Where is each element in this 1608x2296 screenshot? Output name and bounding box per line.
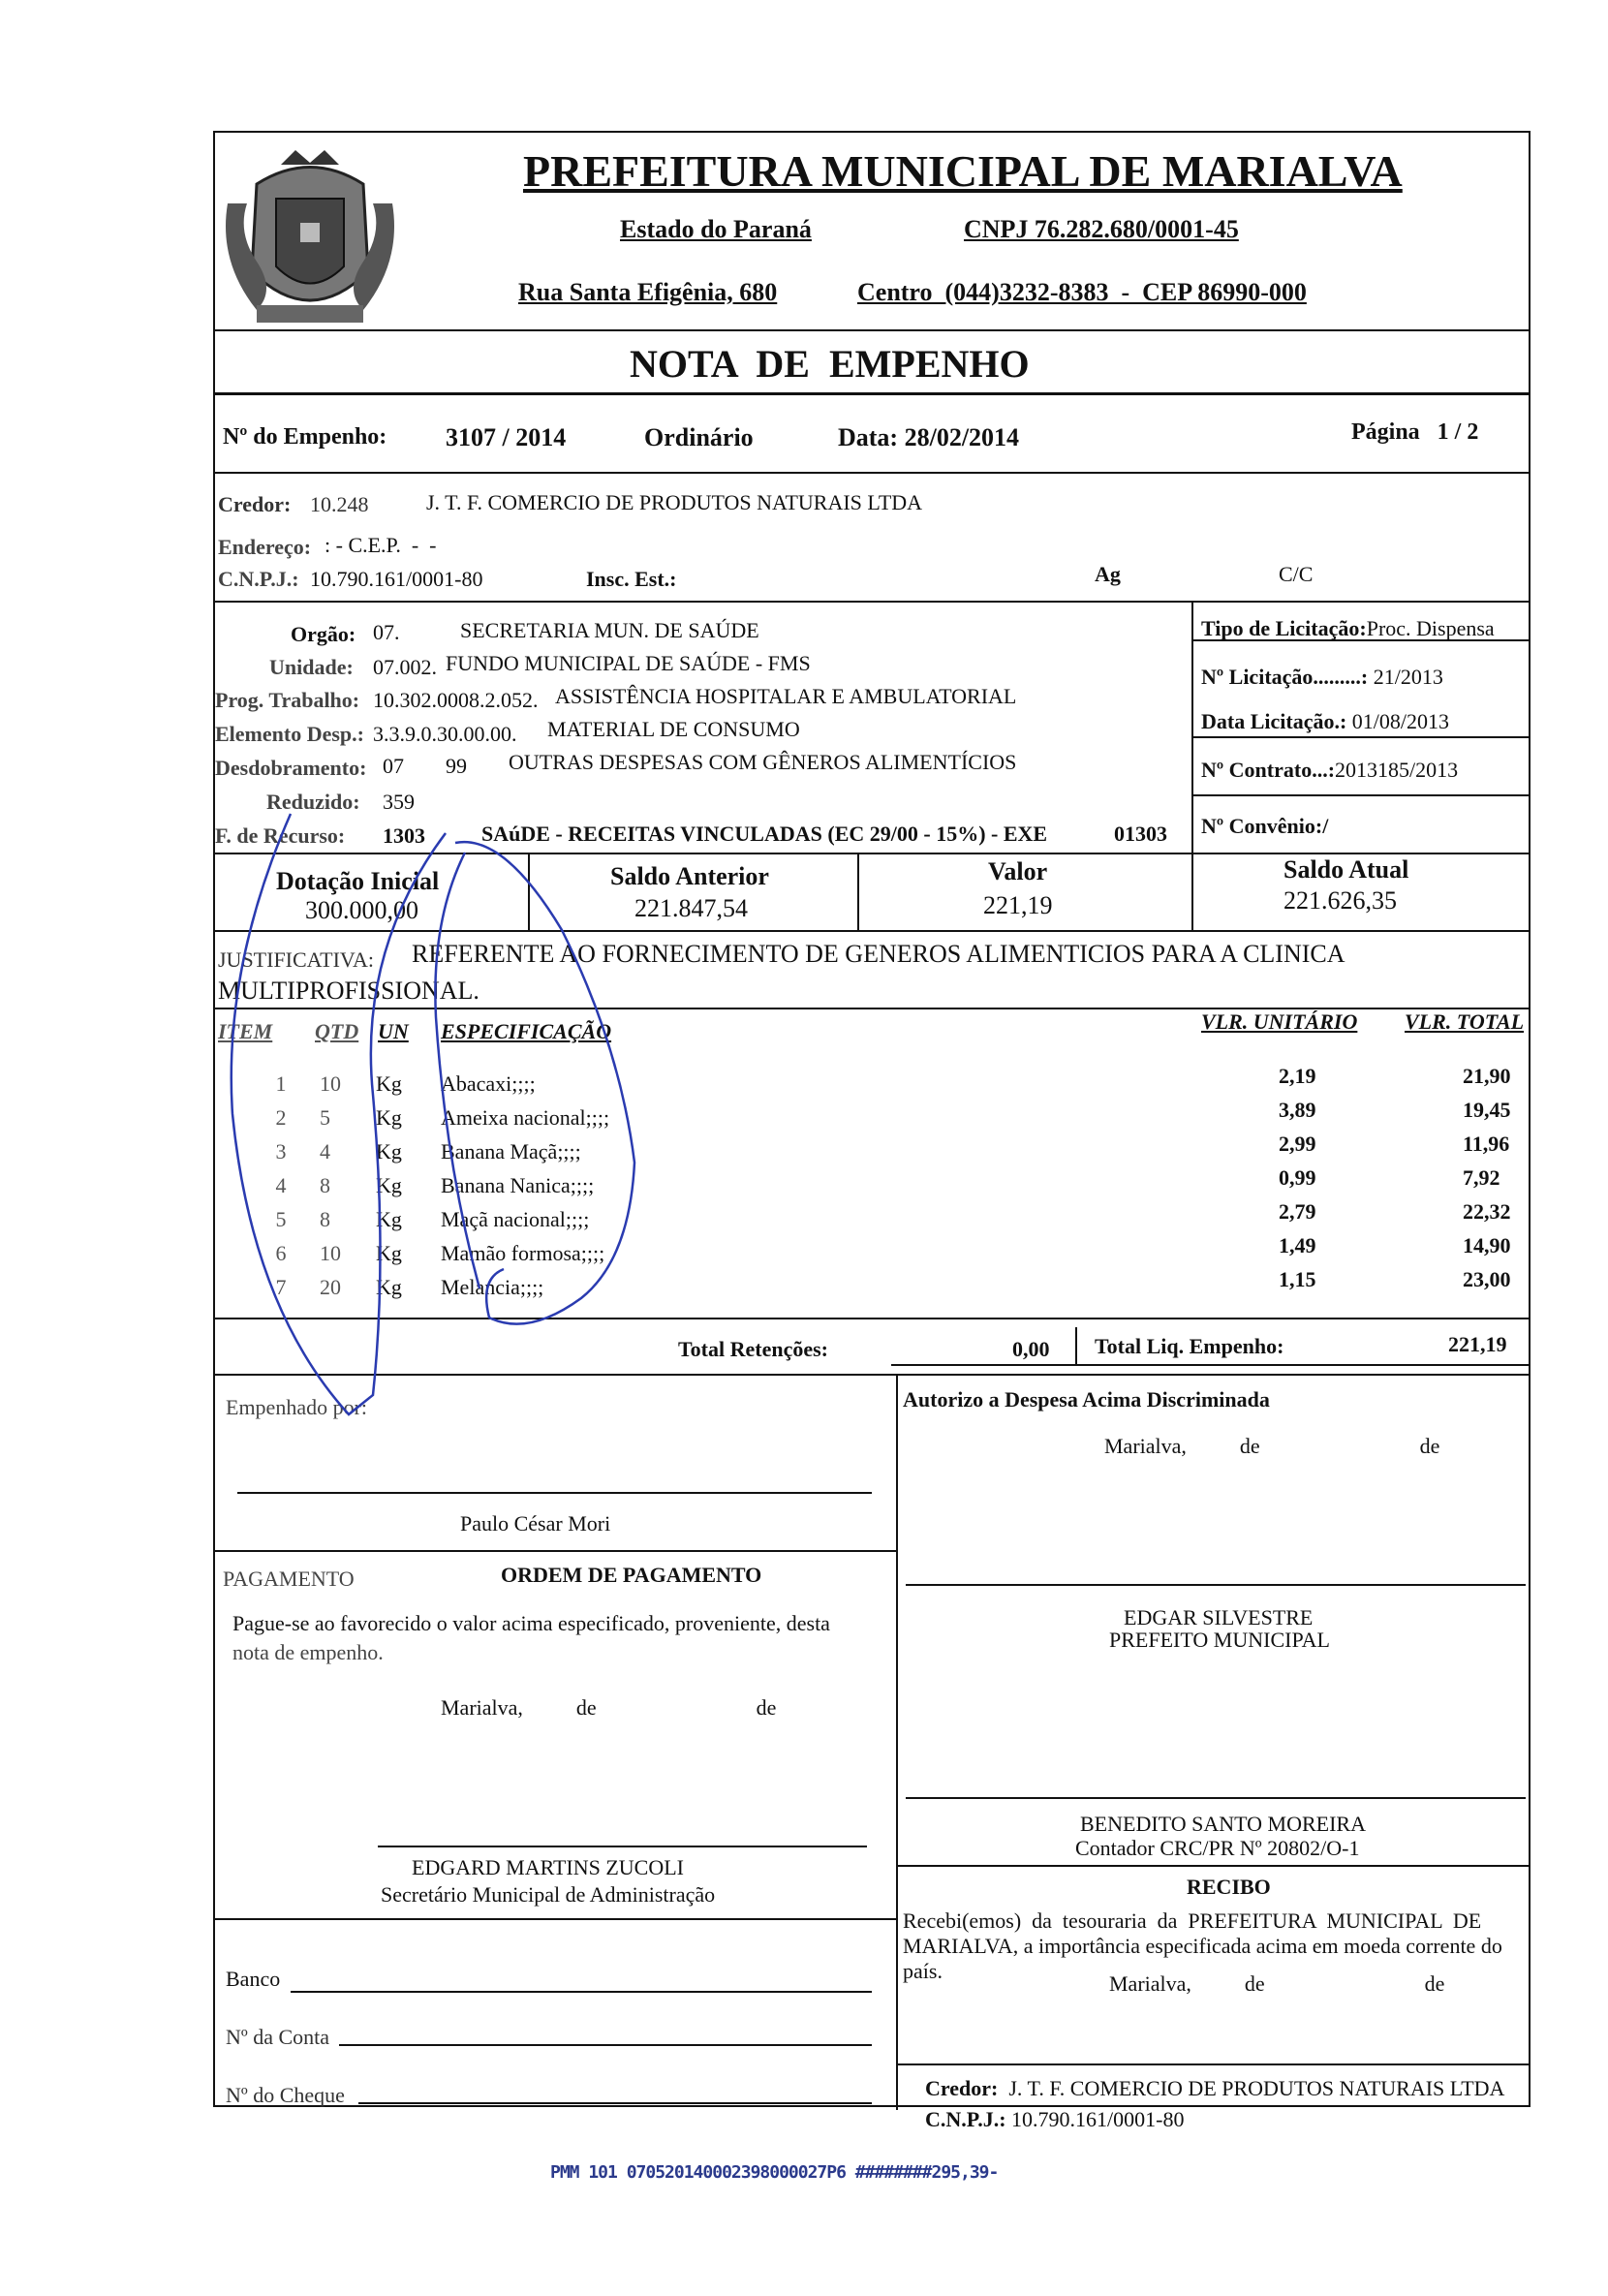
endereco-value: : - C.E.P. - - [325,533,437,557]
unidade-name: FUNDO MUNICIPAL DE SAÚDE - FMS [446,651,811,675]
dotacao-label: Dotação Inicial [276,867,440,895]
item-unit-price: 2,99 [1279,1132,1316,1156]
doc-title: NOTA DE EMPENHO [630,342,1030,386]
item-spec: Maçã nacional;;;; [441,1207,590,1231]
item-total: 19,45 [1463,1098,1511,1122]
empenho-number: 3107 / 2014 [446,423,567,451]
footer-code: PMM 101 070520140002398000027P6 ########295,39- [550,2162,999,2183]
col-unit: VLR. UNITÁRIO [1201,1009,1358,1034]
fonte-name: SAúDE - RECEITAS VINCULADAS (EC 29/00 - 15%) - EXE [481,822,1048,846]
prog-name: ASSISTÊNCIA HOSPITALAR E AMBULATORIAL [555,684,1017,708]
orgao-label: Orgão: [291,622,356,646]
numero-convenio: Nº Convênio:/ [1201,814,1329,838]
desdobramento-code: 07 [383,754,404,778]
item-unit-price: 1,49 [1279,1233,1316,1257]
col-un: UN [378,1019,409,1043]
item-spec: Mamão formosa;;;; [441,1241,605,1265]
item-number: 5 [275,1207,287,1231]
paulo-name: Paulo César Mori [460,1511,611,1536]
item-unit: Kg [376,1139,402,1164]
item-total: 11,96 [1463,1132,1510,1156]
benedito-name: BENEDITO SANTO MOREIRA [1080,1812,1366,1836]
item-spec: Banana Nanica;;;; [441,1173,595,1197]
item-total: 23,00 [1463,1267,1511,1291]
unidade-label: Unidade: [269,655,354,679]
tipo-licitacao: Tipo de Licitação:Proc. Dispensa [1201,616,1495,640]
data-licitacao: Data Licitação.: 01/08/2013 [1201,709,1450,733]
reduzido-label: Reduzido: [266,790,360,814]
empenho-date: Data: 28/02/2014 [838,423,1020,451]
item-unit: Kg [376,1105,402,1130]
col-spec: ESPECIFICAÇÃO [441,1019,612,1043]
item-qtd: 8 [320,1173,330,1197]
item-qtd: 8 [320,1207,330,1231]
fonte-label: F. de Recurso: [215,823,346,848]
benedito-role: Contador CRC/PR Nº 20802/O-1 [1075,1836,1360,1860]
empenho-type: Ordinário [644,423,754,451]
col-qtd: QTD [315,1019,359,1043]
pagamento-label: PAGAMENTO [223,1567,355,1591]
item-unit: Kg [376,1173,402,1197]
header-state: Estado do Paraná [620,215,812,243]
cnpj-footer: C.N.P.J.: 10.790.161/0001-80 [925,2107,1185,2131]
reduzido-value: 359 [383,790,415,814]
elemento-label: Elemento Desp.: [215,722,364,746]
total-liq-label: Total Liq. Empenho: [1095,1334,1284,1358]
item-unit-price: 3,89 [1279,1098,1316,1122]
saldo-atual-label: Saldo Atual [1283,855,1409,884]
item-number: 2 [275,1105,287,1130]
conta-label: Nº da Conta [226,2025,330,2049]
item-spec: Ameixa nacional;;;; [441,1105,610,1130]
item-number: 4 [275,1173,287,1197]
ordem-pagamento: ORDEM DE PAGAMENTO [501,1563,762,1587]
credor-code: 10.248 [310,492,369,516]
pague-line2: nota de empenho. [232,1640,384,1664]
col-item: ITEM [218,1019,273,1043]
justificativa-label: JUSTIFICATIVA: [218,947,374,972]
item-unit-price: 2,19 [1279,1064,1316,1088]
edgard-role: Secretário Municipal de Administração [381,1882,716,1907]
item-qtd: 20 [320,1275,341,1299]
recibo-line2: MARIALVA, a importância especificada acima em moeda corrente do [903,1934,1502,1958]
edgar-name: EDGAR SILVESTRE [1124,1605,1314,1629]
item-unit: Kg [376,1207,402,1231]
saldo-anterior-label: Saldo Anterior [610,862,769,890]
item-unit: Kg [376,1275,402,1299]
item-total: 21,90 [1463,1064,1511,1088]
valor-label: Valor [988,857,1048,885]
cnpj-label: C.N.P.J.: [218,567,299,591]
cnpj-value: 10.790.161/0001-80 [310,567,483,591]
total-retencoes-label: Total Retenções: [678,1337,828,1361]
valor-value: 221,19 [983,891,1053,919]
item-unit: Kg [376,1241,402,1265]
numero-licitacao: Nº Licitação.........: 21/2013 [1201,665,1443,689]
marialva-date-left: Marialva, de de [441,1695,777,1720]
fonte-code: 1303 [383,823,425,848]
insc-est-label: Insc. Est.: [586,567,677,591]
orgao-code: 07. [373,620,400,644]
col-total: VLR. TOTAL [1405,1009,1525,1034]
prog-code: 10.302.0008.2.052. [373,688,539,712]
marialva-date-right: Marialva, de de [1104,1434,1440,1458]
item-number: 6 [275,1241,287,1265]
item-spec: Abacaxi;;;; [441,1071,536,1096]
cc-label: C/C [1279,562,1314,586]
edgard-name: EDGARD MARTINS ZUCOLI [412,1855,685,1879]
header-cnpj: CNPJ 76.282.680/0001-45 [964,215,1239,243]
prog-label: Prog. Trabalho: [215,688,360,712]
ag-label: Ag [1095,562,1121,586]
total-liq-value: 221,19 [1448,1332,1507,1356]
item-qtd: 10 [320,1071,341,1096]
item-unit: Kg [376,1071,402,1096]
banco-label: Banco [226,1967,281,1991]
item-total: 22,32 [1463,1199,1511,1224]
elemento-code: 3.3.9.0.30.00.00. [373,722,517,746]
marialva-date-recibo: Marialva, de de [1109,1971,1445,1996]
desdobramento-sub: 99 [446,754,467,778]
item-qtd: 4 [320,1139,330,1164]
pague-line1: Pague-se ao favorecido o valor acima especificado, proveniente, desta [232,1611,830,1635]
desdobramento-label: Desdobramento: [215,756,367,780]
desdobramento-name: OUTRAS DESPESAS COM GÊNEROS ALIMENTÍCIOS [509,750,1017,774]
orgao-name: SECRETARIA MUN. DE SAÚDE [460,618,759,642]
item-number: 3 [275,1139,287,1164]
credor-label: Credor: [218,492,292,516]
item-total: 14,90 [1463,1233,1511,1257]
item-total: 7,92 [1463,1165,1500,1190]
total-retencoes-value: 0,00 [1012,1337,1050,1361]
endereco-label: Endereço: [218,535,312,559]
recibo-line1: Recebi(emos) da tesouraria da PREFEITURA MUNICIPAL DE [903,1908,1482,1933]
header-address: Rua Santa Efigênia, 680 [518,278,778,306]
justificativa-line2: MULTIPROFISSIONAL. [218,977,479,1005]
saldo-atual-value: 221.626,35 [1283,886,1397,915]
item-unit-price: 0,99 [1279,1165,1316,1190]
item-spec: Banana Maçã;;;; [441,1139,581,1164]
fonte-number: 01303 [1114,822,1167,846]
item-qtd: 5 [320,1105,330,1130]
empenho-label: Nº do Empenho: [223,424,387,450]
item-unit-price: 2,79 [1279,1199,1316,1224]
edgar-role: PREFEITO MUNICIPAL [1109,1628,1330,1652]
autorizo-despesa: Autorizo a Despesa Acima Discriminada [903,1387,1270,1412]
credor-name: J. T. F. COMERCIO DE PRODUTOS NATURAIS LTDA [426,490,923,514]
header-title: PREFEITURA MUNICIPAL DE MARIALVA [523,146,1403,196]
recibo-line3: país. [903,1959,943,1983]
unidade-code: 07.002. [373,655,437,679]
numero-contrato: Nº Contrato...:2013185/2013 [1201,758,1459,782]
empenhado-por: Empenhado por: [226,1395,368,1419]
saldo-anterior-value: 221.847,54 [634,894,748,922]
item-qtd: 10 [320,1241,341,1265]
header-phone-cep: Centro (044)3232-8383 - CEP 86990-000 [857,278,1307,306]
item-spec: Melancia;;;; [441,1275,544,1299]
recibo-title: RECIBO [1187,1875,1271,1899]
elemento-name: MATERIAL DE CONSUMO [547,717,800,741]
dotacao-value: 300.000,00 [305,896,418,924]
page-number: Página 1 / 2 [1351,419,1479,445]
cheque-label: Nº do Cheque [226,2083,345,2107]
item-unit-price: 1,15 [1279,1267,1316,1291]
justificativa-line1: REFERENTE AO FORNECIMENTO DE GENEROS ALIMENTICIOS PARA A CLINICA [412,940,1345,968]
item-number: 1 [275,1071,287,1096]
credor-footer: Credor: J. T. F. COMERCIO DE PRODUTOS NATURAIS LTDA [925,2076,1505,2100]
item-number: 7 [275,1275,287,1299]
